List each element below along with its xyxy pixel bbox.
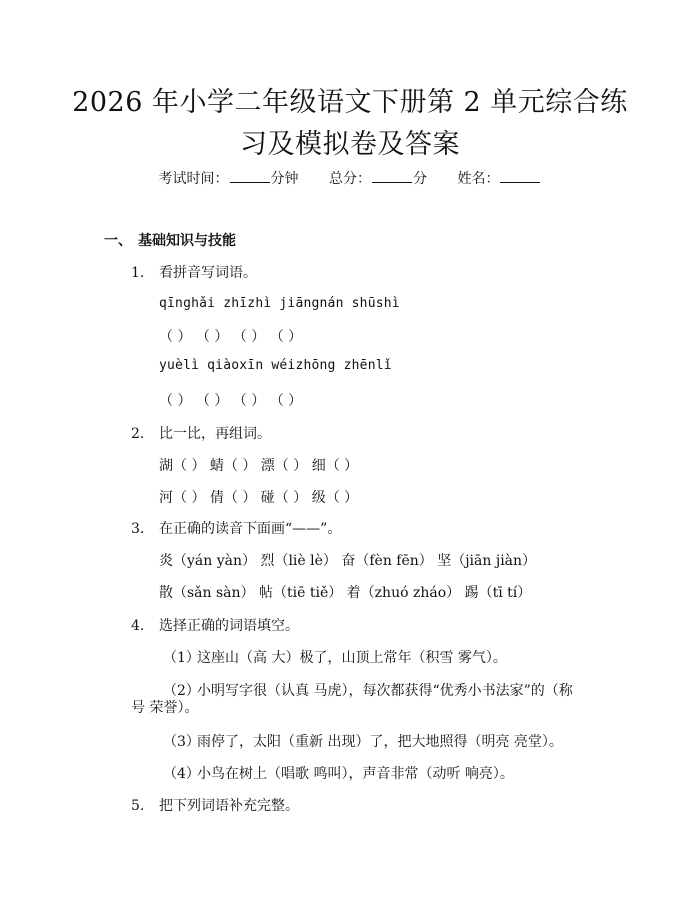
student-name-field: 姓名： <box>457 168 541 188</box>
q2-row-1: 湖（ ） 蜻（ ） 漂（ ） 细（ ） <box>159 458 359 474</box>
time-blank <box>230 170 270 183</box>
title-line-2: 习及模拟卷及答案 <box>240 129 460 160</box>
question-1: 1. 看拼音写词语。 <box>131 265 257 281</box>
q4-item-2: （2）小明写字很（认真 马虎），每次都获得“优秀小书法家”的（称 <box>163 683 573 699</box>
question-3: 3. 在正确的读音下面画“——”。 <box>131 521 342 537</box>
document-title <box>60 82 640 166</box>
q4-item-4: （4）小鸟在树上（唱歌 鸣叫），声音非常（动听 响亮）。 <box>163 766 514 782</box>
section-heading-1: 一、 基础知识与技能 <box>104 233 236 249</box>
q1-pinyin-row-1: qīnghǎi zhīzhì jiāngnán shūshì <box>159 296 400 311</box>
q1-answer-brackets-1: （ ） （ ） （ ） （ ） <box>159 329 303 345</box>
q3-row-1: 炎（yán yàn） 烈（liè lè） 奋（fèn fēn） 坚（jiān jiàn） <box>159 553 537 569</box>
question-4: 4. 选择正确的词语填空。 <box>131 618 299 634</box>
exam-time-field: 考试时间： 分钟 <box>158 171 299 187</box>
q3-row-2: 散（sǎn sàn） 帖（tiē tiě） 着（zhuó zháo） 踢（tī tí） <box>159 585 532 601</box>
q4-item-2-continued: 号 荣誉）。 <box>131 700 199 716</box>
name-blank <box>500 170 540 183</box>
question-2: 2. 比一比，再组词。 <box>131 426 271 442</box>
exam-info-row <box>0 168 700 188</box>
question-5: 5. 把下列词语补充完整。 <box>131 798 299 814</box>
score-blank <box>372 170 412 183</box>
title-line-1: 2026 年小学二年级语文下册第 2 单元综合练 <box>72 87 628 118</box>
q4-item-3: （3）雨停了，太阳（重新 出现）了，把大地照得（明亮 亮堂）。 <box>163 734 563 750</box>
total-score-field: 总分： 分 <box>329 171 427 187</box>
q2-row-2: 河（ ） 倩（ ） 碰（ ） 级（ ） <box>159 490 359 506</box>
q1-pinyin-row-2: yuèlì qiàoxīn wéizhōng zhēnlǐ <box>159 358 392 373</box>
q1-answer-brackets-2: （ ） （ ） （ ） （ ） <box>159 393 303 409</box>
q4-item-1: （1）这座山（高 大）极了，山顶上常年（积雪 雾气）。 <box>163 650 507 666</box>
